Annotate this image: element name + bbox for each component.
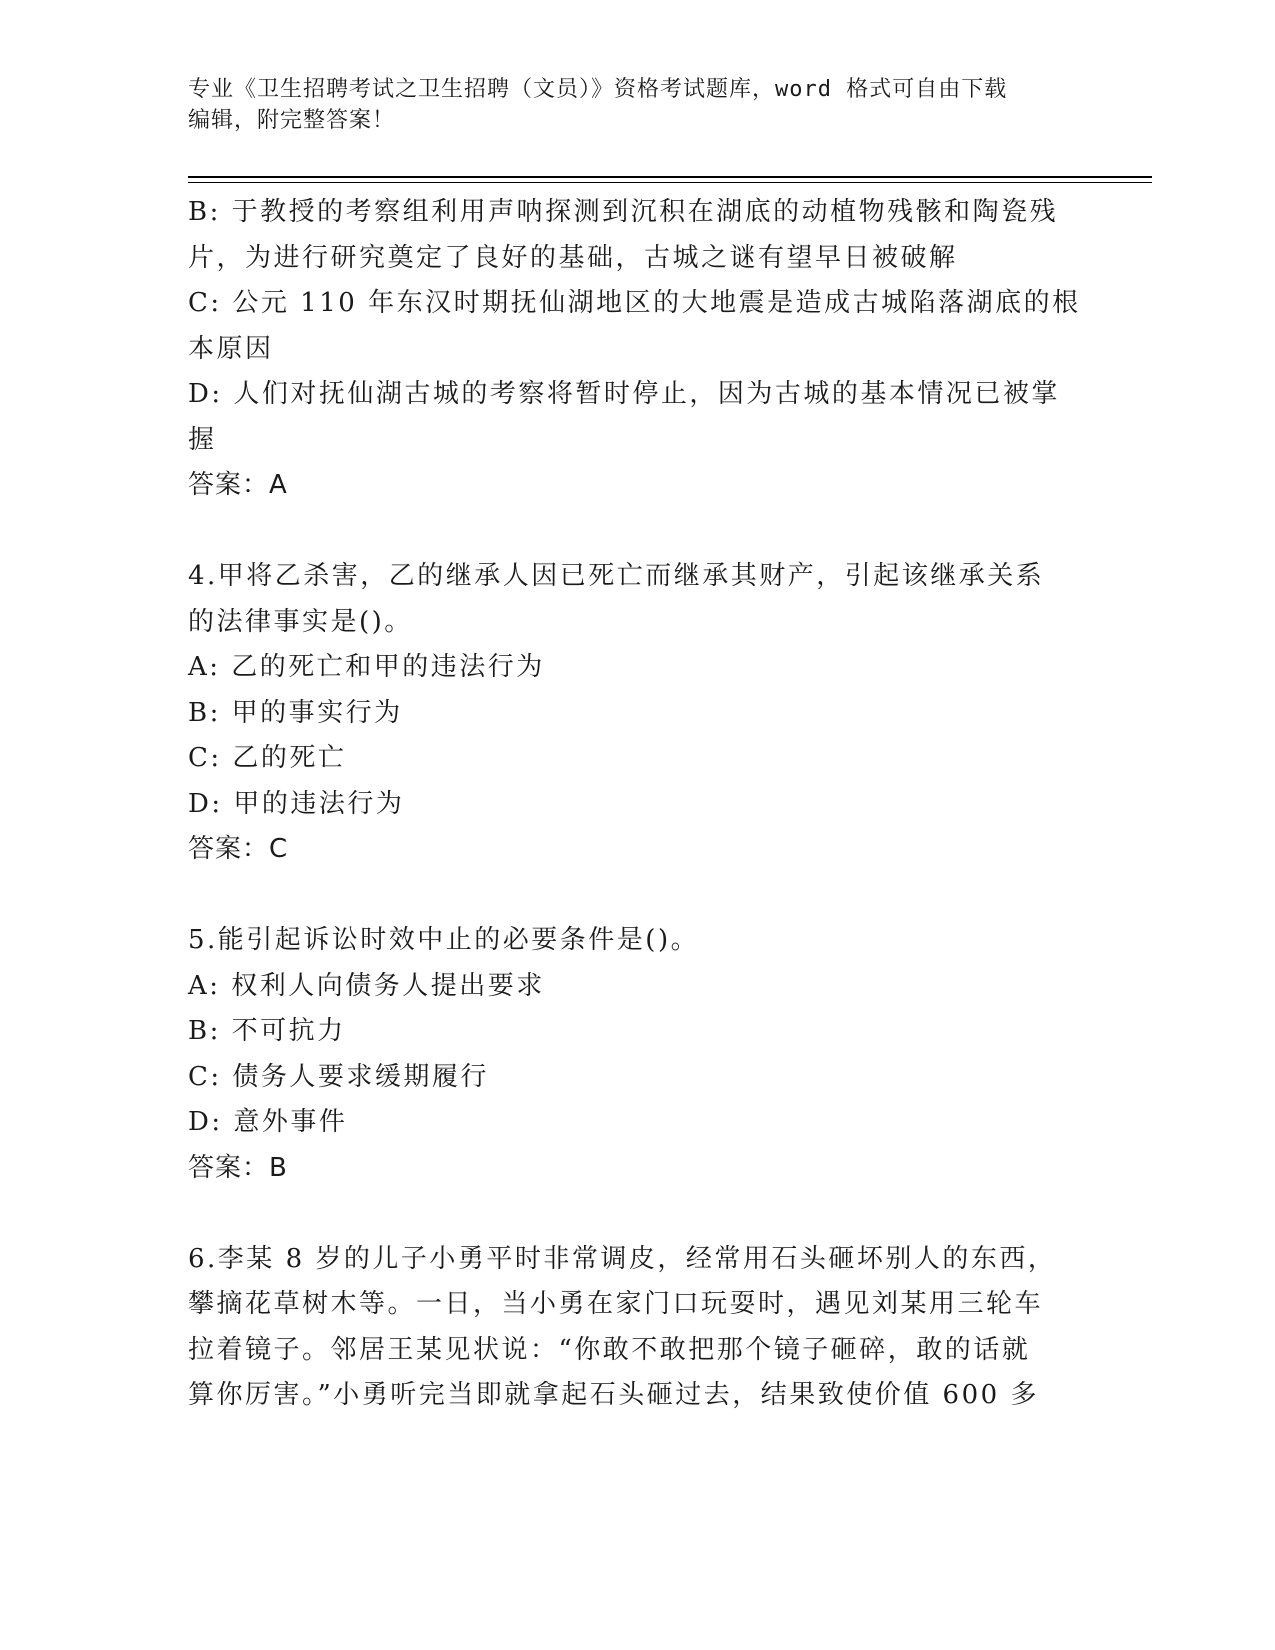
option-b-line-1: B: 于教授的考察组利用声呐探测到沉积在湖底的动植物残骸和陶瓷残 <box>188 197 1059 227</box>
question-stem-line-4: 算你厉害。”小勇听完当即就拿起石头砸过去，结果致使价值 600 多 <box>188 1380 1039 1410</box>
document-header <box>188 74 1068 136</box>
question-gap <box>188 873 1068 919</box>
question-stem: 5.能引起诉讼时效中止的必要条件是()。 <box>188 925 700 955</box>
option-a: A: 乙的死亡和甲的违法行为 <box>188 652 545 682</box>
header-line-2: 编辑，附完整答案！ <box>188 108 396 133</box>
question-gap <box>188 1191 1068 1237</box>
option-c-line-2: 本原因 <box>188 333 274 364</box>
option-d-line-2: 握 <box>188 424 217 455</box>
option-d: D: 意外事件 <box>188 1107 348 1137</box>
option-d-line-1: D: 人们对抚仙湖古城的考察将暂时停止，因为古城的基本情况已被掌 <box>188 379 1060 409</box>
header-rule-thick <box>188 176 1152 178</box>
document-body <box>188 190 1081 1419</box>
question-5 <box>188 918 1068 1191</box>
question-stem-line-2: 的法律事实是()。 <box>188 606 413 637</box>
question-4 <box>188 554 1068 873</box>
answer-line: 答案：C <box>188 834 289 864</box>
question-stem-line-2: 攀摘花草树木等。一日，当小勇在家门口玩耍时，遇见刘某用三轮车 <box>188 1289 1044 1319</box>
option-c: C: 债务人要求缓期履行 <box>188 1061 489 1092</box>
answer-line: 答案：B <box>188 1152 288 1183</box>
question-stem-line-1: 6.李某 8 岁的儿子小勇平时非常调皮，经常用石头砸坏别人的东西， <box>188 1243 1057 1274</box>
header-rule-thin <box>188 182 1152 183</box>
option-c-line-1: C: 公元 110 年东汉时期抚仙湖地区的大地震是造成古城陷落湖底的根 <box>188 288 1081 318</box>
option-d: D: 甲的违法行为 <box>188 788 405 819</box>
option-c: C: 乙的死亡 <box>188 743 347 773</box>
question-stem-line-1: 4.甲将乙杀害，乙的继承人因已死亡而继承其财产，引起该继承关系 <box>188 561 1045 591</box>
question-6 <box>188 1237 1068 1419</box>
question-stem-line-3: 拉着镜子。邻居王某见状说：“你敢不敢把那个镜子砸碎，敢的话就 <box>188 1334 1031 1365</box>
option-a: A: 权利人向债务人提出要求 <box>188 970 545 1001</box>
question-gap <box>188 509 1068 555</box>
option-b: B: 不可抗力 <box>188 1016 346 1046</box>
previous-question <box>188 190 1081 509</box>
option-b: B: 甲的事实行为 <box>188 697 403 728</box>
header-line-1: 专业《卫生招聘考试之卫生招聘（文员）》资格考试题库，word 格式可自由下载 <box>188 77 1008 102</box>
option-b-line-2: 片，为进行研究奠定了良好的基础，古城之谜有望早日被破解 <box>188 242 958 273</box>
answer-line: 答案：A <box>188 470 288 500</box>
